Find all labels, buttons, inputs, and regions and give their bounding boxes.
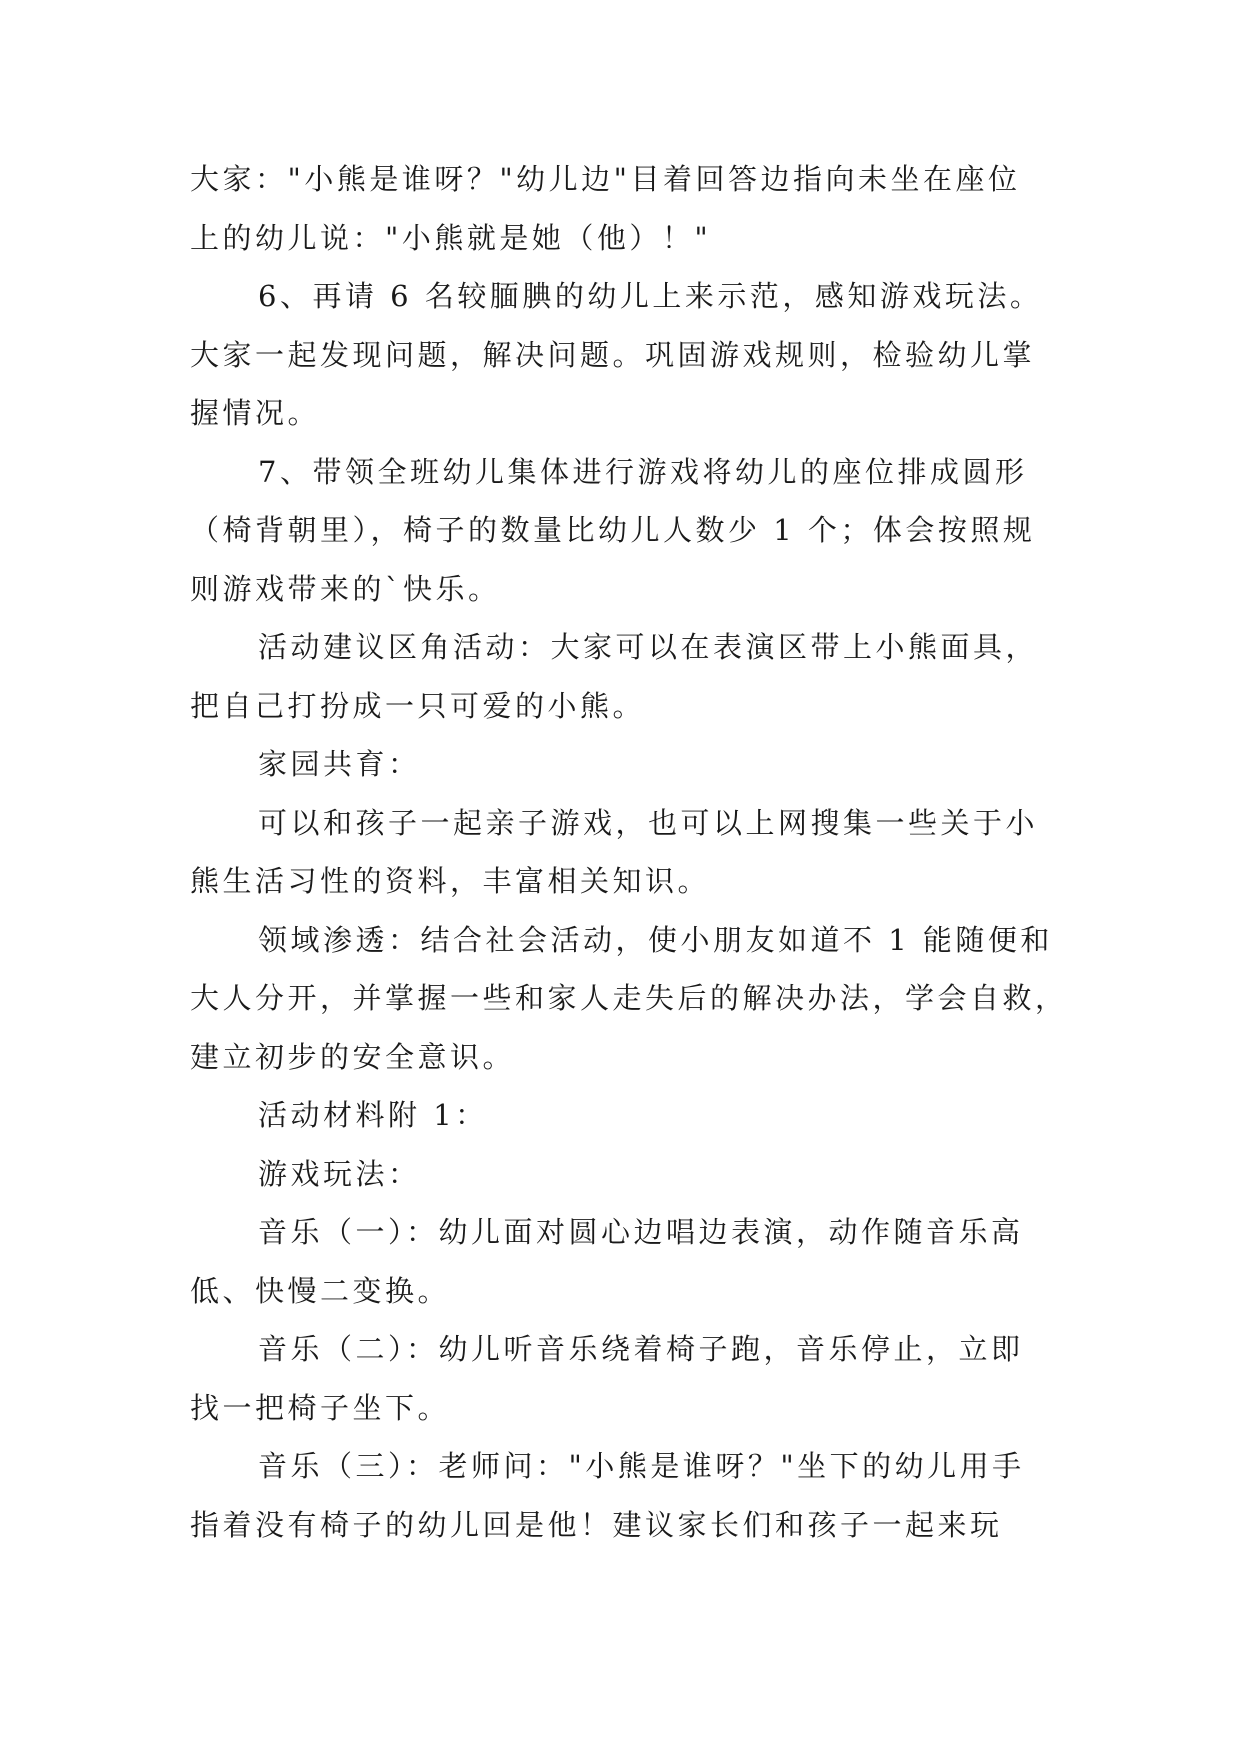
document-page	[190, 150, 1068, 1554]
text-line: 家园共育：	[258, 747, 421, 781]
text-line: 则游戏带来的`快乐。	[190, 571, 501, 606]
text-line: 6、再请 6 名较腼腆的幼儿上来示范，感知游戏玩法。	[258, 279, 1043, 313]
text-line: 大家一起发现问题，解决问题。巩固游戏规则，检验幼儿掌	[190, 337, 1036, 372]
text-line: 活动建议区角活动：大家可以在表演区带上小熊面具，	[258, 630, 1039, 664]
text-line: 音乐（二）：幼儿听音乐绕着椅子跑，音乐停止，立即	[258, 1332, 1024, 1366]
text-line: 可以和孩子一起亲子游戏，也可以上网搜集一些关于小	[258, 805, 1039, 840]
text-line: 大人分开，并掌握一些和家人走失后的解决办法，学会自救，	[190, 981, 1068, 1015]
text-line: （椅背朝里），椅子的数量比幼儿人数少 1 个；体会按照规	[190, 513, 1036, 547]
text-line: 把自己打扮成一只可爱的小熊。	[190, 688, 646, 723]
text-line: 大家："小熊是谁呀？"幼儿边"目着回答边指向未坐在座位	[190, 162, 1021, 196]
text-line: 游戏玩法：	[258, 1156, 421, 1191]
text-line: 低、快慢二变换。	[190, 1273, 451, 1308]
text-line: 握情况。	[190, 396, 321, 430]
text-line: 指着没有椅子的幼儿回是他！建议家长们和孩子一起来玩	[190, 1507, 1003, 1542]
text-line: 7、带领全班幼儿集体进行游戏将幼儿的座位排成圆形	[258, 454, 1028, 489]
text-line: 领域渗透：结合社会活动，使小朋友如道不 1 能随便和	[258, 922, 1053, 957]
text-line: 熊生活习性的资料，丰富相关知识。	[190, 864, 711, 898]
text-line: 活动材料附 1：	[258, 1098, 488, 1132]
text-line: 音乐（三）：老师问："小熊是谁呀？"坐下的幼儿用手	[258, 1449, 1025, 1483]
text-line: 音乐（一）：幼儿面对圆心边唱边表演，动作随音乐高	[258, 1215, 1024, 1249]
text-line: 建立初步的安全意识。	[190, 1039, 516, 1074]
text-line: 找一把椅子坐下。	[190, 1390, 451, 1425]
text-line: 上的幼儿说："小熊就是她（他）！"	[190, 220, 712, 255]
